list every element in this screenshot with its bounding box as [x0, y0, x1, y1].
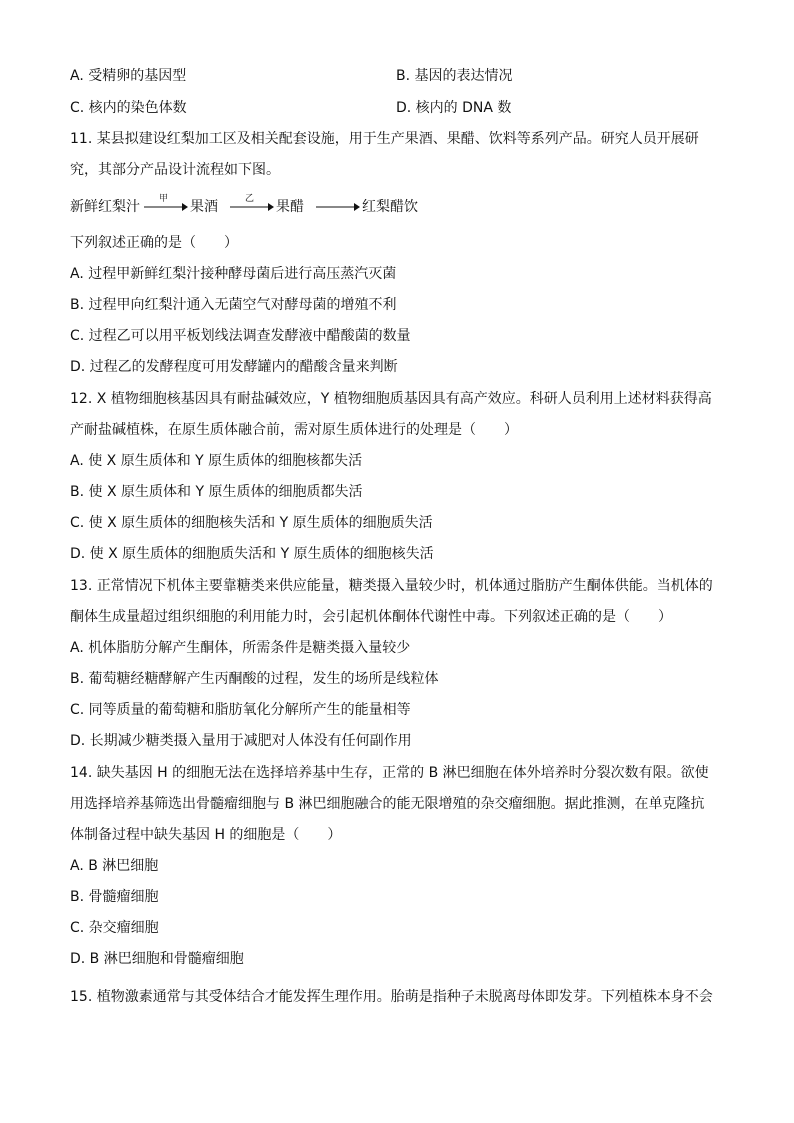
q12-option-c: C. 使 X 原生质体的细胞核失活和 Y 原生质体的细胞质失活 — [70, 515, 433, 531]
q11-stem-line1: 11. 某县拟建设红梨加工区及相关配套设施，用于生产果酒、果醋、饮料等系列产品。研究人员开展研 — [70, 131, 699, 147]
q11-option-b: B. 过程甲向红梨汁通入无菌空气对酵母菌的增殖不利 — [70, 297, 397, 313]
flow-arrow-2 — [230, 197, 274, 217]
flow-node-fruit-wine: 果酒 — [190, 199, 218, 215]
q12-option-a: A. 使 X 原生质体和 Y 原生质体的细胞核都失活 — [70, 453, 363, 469]
q14-stem-line1: 14. 缺失基因 H 的细胞无法在选择培养基中生存，正常的 B 淋巴细胞在体外培养时分裂次数有限。欲使 — [70, 765, 709, 781]
q12-option-b: B. 使 X 原生质体和 Y 原生质体的细胞质都失活 — [70, 484, 363, 500]
q13-option-d: D. 长期减少糖类摄入量用于减肥对人体没有任何副作用 — [70, 733, 412, 749]
q13-option-a: A. 机体脂肪分解产生酮体，所需条件是糖类摄入量较少 — [70, 640, 411, 656]
q13-option-b: B. 葡萄糖经糖酵解产生丙酮酸的过程，发生的场所是线粒体 — [70, 671, 439, 687]
q11-option-a: A. 过程甲新鲜红梨汁接种酵母菌后进行高压蒸汽灭菌 — [70, 266, 397, 282]
q11-option-c: C. 过程乙可以用平板划线法调查发酵液中醋酸菌的数量 — [70, 328, 411, 344]
q14-option-d: D. B 淋巴细胞和骨髓瘤细胞 — [70, 951, 244, 967]
flow-label-yi: 乙 — [245, 194, 255, 204]
q13-stem-line1: 13. 正常情况下机体主要靠糖类来供应能量，糖类摄入量较少时，机体通过脂肪产生酮体供能。当机体的 — [70, 578, 713, 594]
q11-flow-diagram — [70, 194, 470, 219]
q15-stem-line1: 15. 植物激素通常与其受体结合才能发挥生理作用。胎萌是指种子未脱离母体即发芽。下列植株本身不会 — [70, 989, 713, 1005]
q14-option-b: B. 骨髓瘤细胞 — [70, 889, 159, 905]
q13-option-c: C. 同等质量的葡萄糖和脂肪氧化分解所产生的能量相等 — [70, 702, 411, 718]
q10-option-d: D. 核内的 DNA 数 — [396, 100, 512, 116]
q11-question: 下列叙述正确的是（ ） — [70, 235, 238, 251]
q12-stem-line1: 12. X 植物细胞核基因具有耐盐碱效应，Y 植物细胞质基因具有高产效应。科研人员利用上述材料获得高 — [70, 391, 712, 407]
flow-node-red-pear-juice: 新鲜红梨汁 — [70, 199, 140, 215]
q14-stem-line3: 体制备过程中缺失基因 H 的细胞是（ ） — [70, 827, 342, 843]
q11-stem-line2: 究，其部分产品设计流程如下图。 — [70, 162, 280, 178]
q12-option-d: D. 使 X 原生质体的细胞质失活和 Y 原生质体的细胞核失活 — [70, 546, 434, 562]
q12-stem-line2: 产耐盐碱植株，在原生质体融合前，需对原生质体进行的处理是（ ） — [70, 422, 518, 438]
q10-option-b: B. 基因的表达情况 — [396, 68, 513, 84]
flow-arrow-1 — [144, 197, 188, 217]
q14-option-a: A. B 淋巴细胞 — [70, 858, 159, 874]
flow-node-fruit-vinegar: 果醋 — [276, 199, 304, 215]
q11-option-d: D. 过程乙的发酵程度可用发酵罐内的醋酸含量来判断 — [70, 359, 398, 375]
flow-label-jia: 甲 — [159, 194, 169, 204]
q13-stem-line2: 酮体生成量超过组织细胞的利用能力时，会引起机体酮体代谢性中毒。下列叙述正确的是（ ） — [70, 609, 672, 625]
q10-option-a: A. 受精卵的基因型 — [70, 68, 187, 84]
q10-option-c: C. 核内的染色体数 — [70, 100, 187, 116]
q14-option-c: C. 杂交瘤细胞 — [70, 920, 159, 936]
flow-node-vinegar-drink: 红梨醋饮 — [362, 199, 418, 215]
q14-stem-line2: 用选择培养基筛选出骨髓瘤细胞与 B 淋巴细胞融合的能无限增殖的杂交瘤细胞。据此推测，在单克隆抗 — [70, 796, 705, 812]
flow-arrow-3 — [316, 197, 360, 217]
